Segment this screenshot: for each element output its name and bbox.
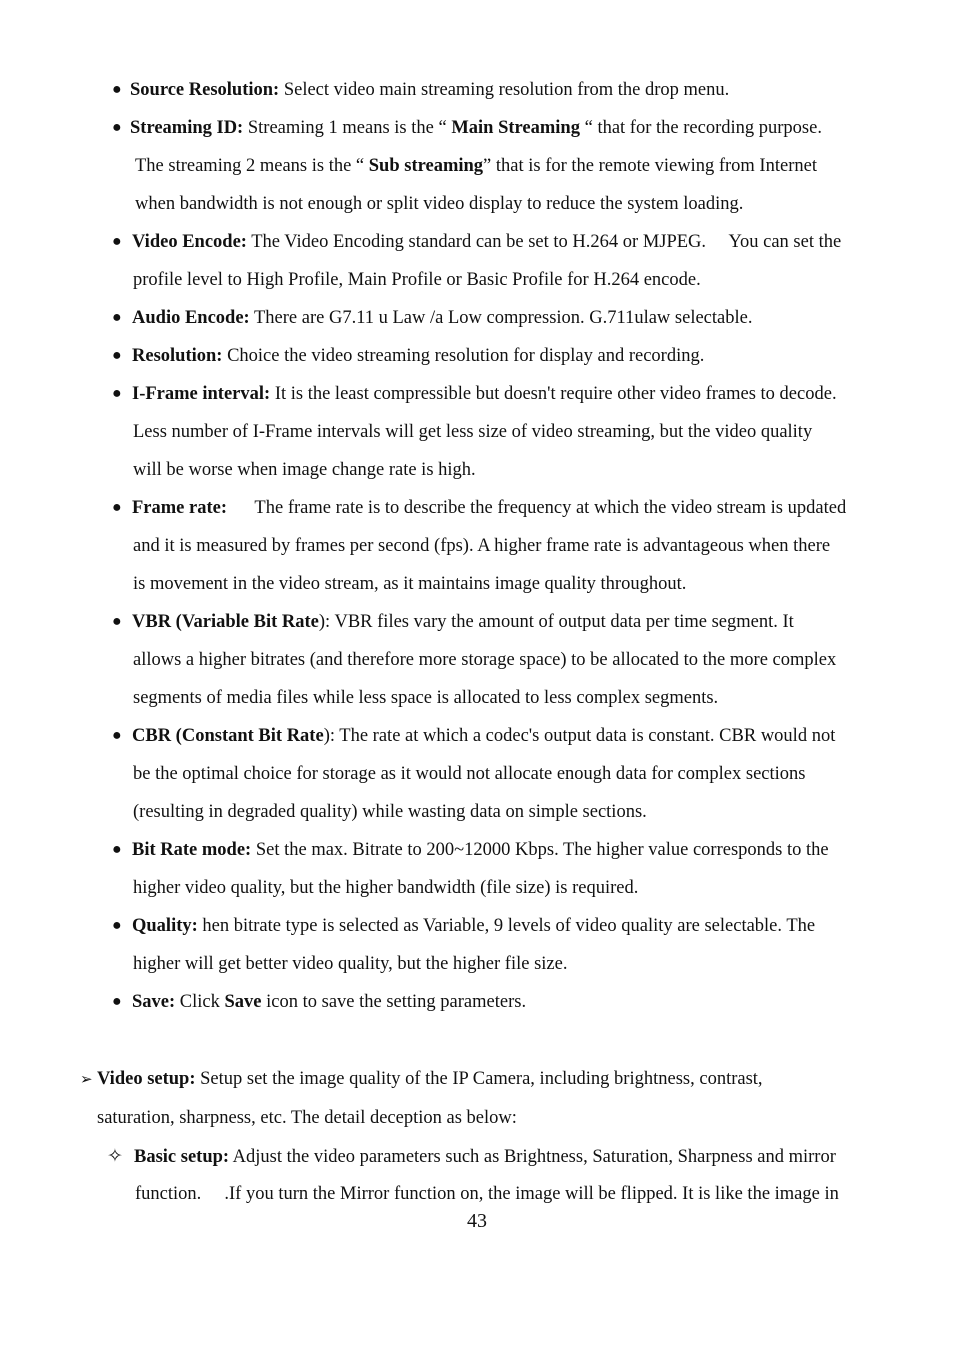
- bullet-icon: ●: [112, 499, 122, 516]
- section-video-setup: [80, 1060, 880, 1137]
- item-text: segments of media files while less space is allocated to less complex segments.: [133, 688, 719, 708]
- bullet-icon: ●: [112, 727, 122, 744]
- section-text: saturation, sharpness, etc. The detail deception as below:: [97, 1108, 517, 1128]
- item-text: profile level to High Profile, Main Profile or Basic Profile for H.264 encode.: [133, 270, 701, 290]
- subsection-text: Adjust the video parameters such as Brightness, Saturation, Sharpness and mirror: [229, 1147, 836, 1167]
- item-text: when bandwidth is not enough or split video display to reduce the system loading.: [135, 194, 744, 214]
- item-label: Frame rate:: [132, 498, 228, 518]
- item-text: There are G7.11 u Law /a Low compression. G.711ulaw selectable.: [249, 308, 753, 328]
- bullet-icon: ●: [112, 233, 122, 250]
- item-text: “ that for the recording purpose.: [579, 118, 822, 138]
- item-text: and it is measured by frames per second (fps). A higher frame rate is advantageous when there: [133, 536, 831, 556]
- item-text: is movement in the video stream, as it maintains image quality throughout.: [133, 574, 687, 594]
- subsection-label: Basic setup:: [134, 1147, 230, 1167]
- item-text: Less number of I-Frame intervals will get less size of video streaming, but the video quality: [133, 422, 813, 442]
- item-label: Quality:: [132, 916, 198, 936]
- bullet-icon: ●: [112, 917, 122, 934]
- item-label-tail: ): [318, 612, 326, 632]
- item-label: Save:: [132, 992, 176, 1012]
- bullet-iframe-interval: [112, 375, 876, 489]
- section-label: Video setup:: [97, 1069, 196, 1089]
- item-bold-term: Sub streaming: [368, 156, 484, 176]
- bullet-cbr: [112, 717, 876, 831]
- item-label: Streaming ID:: [130, 118, 244, 138]
- bullet-icon: ●: [112, 613, 122, 630]
- bullet-save: [112, 983, 876, 1021]
- item-text: Set the max. Bitrate to 200~12000 Kbps. The higher value corresponds to the: [251, 840, 829, 860]
- bullet-icon: ●: [112, 119, 122, 136]
- arrow-bullet-icon: ➢: [80, 1072, 93, 1088]
- item-label: I-Frame interval:: [132, 384, 271, 404]
- subsection-basic-setup: [107, 1138, 877, 1213]
- item-text: Select video main streaming resolution from the drop menu.: [279, 80, 730, 100]
- item-text: Choice the video streaming resolution for display and recording.: [222, 346, 705, 366]
- item-label: Source Resolution:: [130, 80, 280, 100]
- item-text: The Video Encoding standard can be set to H.264 or MJPEG. You can set the: [246, 232, 842, 252]
- item-text: The streaming 2 means is the “: [135, 156, 369, 176]
- item-bold-term: Save: [224, 992, 262, 1012]
- item-label: VBR (Variable Bit Rate: [132, 612, 319, 632]
- item-label: Resolution:: [132, 346, 223, 366]
- star-bullet-icon: ✧: [107, 1146, 123, 1167]
- bullet-quality: [112, 907, 876, 983]
- bullet-icon: ●: [112, 841, 122, 858]
- bullet-bit-rate-mode: [112, 831, 876, 907]
- subsection-text: function. .If you turn the Mirror function on, the image will be flipped. It is like the image in: [135, 1184, 839, 1204]
- section-text: Setup set the image quality of the IP Camera, including brightness, contrast,: [195, 1069, 763, 1089]
- bullet-streaming-id: [112, 109, 876, 223]
- item-label: Audio Encode:: [132, 308, 250, 328]
- page-number: 43: [467, 1210, 487, 1232]
- item-text: Streaming 1 means is the “: [243, 118, 452, 138]
- item-text: allows a higher bitrates (and therefore more storage space) to be allocated to the more complex: [133, 650, 837, 670]
- item-text: higher will get better video quality, but the higher file size.: [133, 954, 568, 974]
- item-text: will be worse when image change rate is high.: [133, 460, 476, 480]
- bullet-vbr: [112, 603, 876, 717]
- bullet-icon: ●: [112, 347, 122, 364]
- item-text: icon to save the setting parameters.: [261, 992, 527, 1012]
- bullet-icon: ●: [112, 385, 122, 402]
- item-text: : VBR files vary the amount of output data per time segment. It: [325, 612, 794, 632]
- bullet-icon: ●: [112, 81, 122, 98]
- item-text: be the optimal choice for storage as it would not allocate enough data for complex sections: [133, 764, 806, 784]
- item-bold-term: Main Streaming: [451, 118, 580, 138]
- item-text: ” that is for the remote viewing from Internet: [483, 156, 817, 176]
- item-text: The frame rate is to describe the frequency at which the video stream is updated: [227, 498, 847, 518]
- item-text: hen bitrate type is selected as Variable, 9 levels of video quality are selectable. The: [197, 916, 816, 936]
- item-label-tail: ): [323, 726, 330, 746]
- bullet-frame-rate: [112, 489, 876, 603]
- item-text: It is the least compressible but doesn't require other video frames to decode.: [270, 384, 837, 404]
- item-text: : The rate at which a codec's output data is constant. CBR would not: [329, 726, 836, 746]
- bullet-icon: ●: [112, 993, 122, 1010]
- item-text: (resulting in degraded quality) while wasting data on simple sections.: [133, 802, 647, 822]
- item-label: Bit Rate mode:: [132, 840, 252, 860]
- item-text: higher video quality, but the higher bandwidth (file size) is required.: [133, 878, 639, 898]
- item-label: Video Encode:: [132, 232, 247, 252]
- bullet-audio-encode: [112, 299, 876, 337]
- item-text: Click: [175, 992, 225, 1012]
- bullet-icon: ●: [112, 309, 122, 326]
- bullet-source-resolution: [112, 71, 876, 109]
- bullet-resolution: [112, 337, 876, 375]
- item-label: CBR (Constant Bit Rate: [132, 726, 324, 746]
- bullet-video-encode: [112, 223, 876, 299]
